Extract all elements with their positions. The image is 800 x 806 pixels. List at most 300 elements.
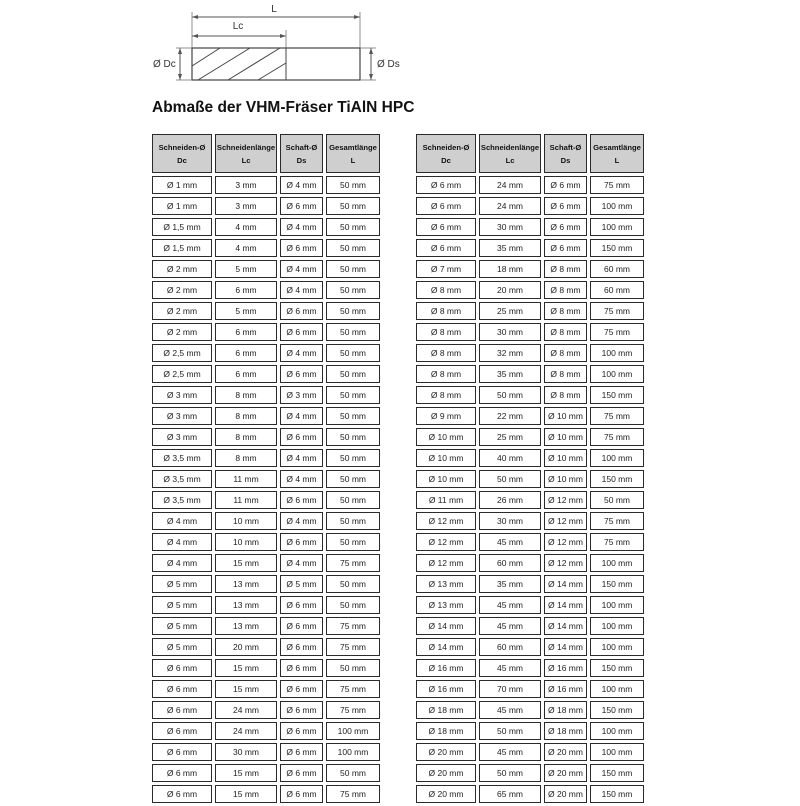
cell-dc: Ø 11 mm	[416, 491, 476, 509]
cell-l: 150 mm	[590, 239, 644, 257]
end-mill-drawing	[140, 0, 420, 92]
cell-l: 75 mm	[326, 680, 380, 698]
cell-lc: 6 mm	[215, 323, 277, 341]
label-Lc: Lc	[232, 21, 244, 32]
cell-ds: Ø 8 mm	[544, 365, 587, 383]
cell-lc: 24 mm	[215, 701, 277, 719]
cell-ds: Ø 6 mm	[280, 764, 323, 782]
cell-dc: Ø 6 mm	[152, 764, 212, 782]
cell-lc: 45 mm	[479, 617, 541, 635]
cell-l: 100 mm	[590, 617, 644, 635]
cell-lc: 30 mm	[479, 323, 541, 341]
cell-l: 75 mm	[590, 407, 644, 425]
table-row	[416, 554, 644, 572]
cell-lc: 8 mm	[215, 428, 277, 446]
cell-dc: Ø 7 mm	[416, 260, 476, 278]
cell-ds: Ø 12 mm	[544, 512, 587, 530]
table-body	[416, 176, 644, 803]
cell-dc: Ø 5 mm	[152, 596, 212, 614]
cell-ds: Ø 6 mm	[280, 596, 323, 614]
table-row	[152, 701, 380, 719]
cell-l: 100 mm	[326, 743, 380, 761]
cell-l: 75 mm	[590, 533, 644, 551]
cell-lc: 20 mm	[215, 638, 277, 656]
cell-ds: Ø 4 mm	[280, 470, 323, 488]
cell-ds: Ø 8 mm	[544, 344, 587, 362]
cell-l: 50 mm	[326, 659, 380, 677]
table-row	[152, 617, 380, 635]
cell-dc: Ø 8 mm	[416, 365, 476, 383]
cell-l: 50 mm	[326, 449, 380, 467]
cell-ds: Ø 6 mm	[280, 701, 323, 719]
cell-lc: 26 mm	[479, 491, 541, 509]
table-row	[416, 428, 644, 446]
arrowhead-dc-bottom	[178, 74, 182, 80]
column-header-symbol: L	[350, 155, 356, 165]
table-row	[152, 365, 380, 383]
table-row	[152, 344, 380, 362]
cell-l: 50 mm	[326, 491, 380, 509]
cell-l: 75 mm	[590, 428, 644, 446]
cell-ds: Ø 4 mm	[280, 344, 323, 362]
table-row	[152, 533, 380, 551]
cell-dc: Ø 6 mm	[152, 659, 212, 677]
column-header-label: Schaft-Ø	[549, 142, 582, 152]
cell-dc: Ø 3 mm	[152, 407, 212, 425]
cell-dc: Ø 16 mm	[416, 659, 476, 677]
cell-lc: 32 mm	[479, 344, 541, 362]
table-row	[416, 407, 644, 425]
cell-ds: Ø 18 mm	[544, 701, 587, 719]
cell-ds: Ø 6 mm	[544, 239, 587, 257]
cell-ds: Ø 10 mm	[544, 449, 587, 467]
label-Dc: Ø Dc	[153, 59, 176, 70]
cell-ds: Ø 14 mm	[544, 638, 587, 656]
cell-l: 100 mm	[590, 344, 644, 362]
column-header-label: Schaft-Ø	[285, 142, 318, 152]
cell-dc: Ø 10 mm	[416, 470, 476, 488]
cell-lc: 45 mm	[479, 701, 541, 719]
column-header-symbol: Lc	[241, 155, 251, 165]
table-row	[416, 197, 644, 215]
table-row	[416, 260, 644, 278]
cell-lc: 60 mm	[479, 638, 541, 656]
dimensions-table-right	[413, 131, 647, 806]
column-header-lc	[215, 134, 277, 173]
cell-lc: 4 mm	[215, 239, 277, 257]
table-row	[152, 722, 380, 740]
cell-l: 150 mm	[590, 575, 644, 593]
cell-dc: Ø 10 mm	[416, 449, 476, 467]
cell-dc: Ø 4 mm	[152, 512, 212, 530]
cell-ds: Ø 4 mm	[280, 554, 323, 572]
cell-ds: Ø 3 mm	[280, 386, 323, 404]
column-header-symbol: Ds	[560, 155, 571, 165]
table-row	[152, 260, 380, 278]
cell-ds: Ø 8 mm	[544, 386, 587, 404]
cell-l: 100 mm	[590, 743, 644, 761]
cell-dc: Ø 4 mm	[152, 533, 212, 551]
cell-l: 75 mm	[326, 785, 380, 803]
cell-dc: Ø 12 mm	[416, 512, 476, 530]
cell-l: 50 mm	[326, 176, 380, 194]
cell-dc: Ø 1,5 mm	[152, 239, 212, 257]
column-header-symbol: L	[614, 155, 620, 165]
cell-dc: Ø 6 mm	[416, 239, 476, 257]
cell-lc: 35 mm	[479, 239, 541, 257]
cell-lc: 20 mm	[479, 281, 541, 299]
cell-dc: Ø 6 mm	[152, 785, 212, 803]
cell-dc: Ø 9 mm	[416, 407, 476, 425]
cell-lc: 13 mm	[215, 575, 277, 593]
cell-lc: 25 mm	[479, 428, 541, 446]
cell-dc: Ø 20 mm	[416, 764, 476, 782]
cell-ds: Ø 6 mm	[280, 659, 323, 677]
cell-l: 75 mm	[590, 176, 644, 194]
cell-ds: Ø 6 mm	[280, 617, 323, 635]
cell-ds: Ø 6 mm	[280, 785, 323, 803]
cell-lc: 11 mm	[215, 470, 277, 488]
cell-ds: Ø 8 mm	[544, 302, 587, 320]
cell-dc: Ø 5 mm	[152, 575, 212, 593]
cell-lc: 60 mm	[479, 554, 541, 572]
column-header-symbol: Ds	[296, 155, 307, 165]
column-header-l	[590, 134, 644, 173]
cell-dc: Ø 6 mm	[152, 680, 212, 698]
cell-ds: Ø 6 mm	[280, 302, 323, 320]
cell-ds: Ø 14 mm	[544, 596, 587, 614]
cell-ds: Ø 4 mm	[280, 512, 323, 530]
cell-l: 50 mm	[326, 575, 380, 593]
dimensions-table-left	[149, 131, 383, 806]
table-row	[152, 575, 380, 593]
cell-dc: Ø 6 mm	[416, 176, 476, 194]
cell-lc: 24 mm	[479, 197, 541, 215]
cell-lc: 3 mm	[215, 197, 277, 215]
cell-dc: Ø 2 mm	[152, 323, 212, 341]
cell-ds: Ø 12 mm	[544, 491, 587, 509]
cell-l: 100 mm	[590, 365, 644, 383]
cell-lc: 15 mm	[215, 680, 277, 698]
cell-ds: Ø 5 mm	[280, 575, 323, 593]
cell-l: 50 mm	[326, 260, 380, 278]
table-row	[416, 386, 644, 404]
arrowhead-ds-bottom	[369, 74, 373, 80]
cell-dc: Ø 2 mm	[152, 281, 212, 299]
cell-l: 50 mm	[326, 218, 380, 236]
table-row	[416, 533, 644, 551]
cell-dc: Ø 2 mm	[152, 260, 212, 278]
table-row	[152, 449, 380, 467]
table-row	[152, 302, 380, 320]
cell-l: 50 mm	[326, 302, 380, 320]
cell-dc: Ø 6 mm	[152, 722, 212, 740]
table-row	[416, 722, 644, 740]
cell-lc: 35 mm	[479, 365, 541, 383]
cell-lc: 5 mm	[215, 260, 277, 278]
cell-ds: Ø 10 mm	[544, 470, 587, 488]
table-row	[416, 680, 644, 698]
table-row	[416, 176, 644, 194]
cell-l: 50 mm	[326, 407, 380, 425]
cell-ds: Ø 6 mm	[280, 743, 323, 761]
table-row	[152, 659, 380, 677]
cell-dc: Ø 14 mm	[416, 617, 476, 635]
cell-l: 50 mm	[326, 197, 380, 215]
cell-lc: 70 mm	[479, 680, 541, 698]
cell-ds: Ø 4 mm	[280, 260, 323, 278]
cell-dc: Ø 3 mm	[152, 386, 212, 404]
column-header-symbol: Dc	[441, 155, 451, 165]
cell-lc: 24 mm	[479, 176, 541, 194]
table-row	[416, 449, 644, 467]
cell-dc: Ø 2,5 mm	[152, 344, 212, 362]
cell-l: 150 mm	[590, 386, 644, 404]
table-row	[416, 596, 644, 614]
cell-dc: Ø 20 mm	[416, 743, 476, 761]
table-row	[416, 575, 644, 593]
table-row	[416, 239, 644, 257]
cell-l: 100 mm	[326, 722, 380, 740]
cell-l: 150 mm	[590, 659, 644, 677]
cell-lc: 8 mm	[215, 386, 277, 404]
cell-ds: Ø 6 mm	[280, 197, 323, 215]
cell-l: 50 mm	[326, 281, 380, 299]
cell-dc: Ø 5 mm	[152, 638, 212, 656]
cell-lc: 50 mm	[479, 722, 541, 740]
arrowhead-lc-left	[192, 34, 198, 38]
cell-l: 100 mm	[590, 554, 644, 572]
table-row	[416, 323, 644, 341]
cell-l: 100 mm	[590, 596, 644, 614]
cell-dc: Ø 13 mm	[416, 596, 476, 614]
cell-l: 75 mm	[326, 638, 380, 656]
cell-l: 150 mm	[590, 785, 644, 803]
cell-lc: 4 mm	[215, 218, 277, 236]
cell-dc: Ø 8 mm	[416, 323, 476, 341]
cell-l: 100 mm	[590, 722, 644, 740]
cell-lc: 22 mm	[479, 407, 541, 425]
cell-dc: Ø 6 mm	[416, 218, 476, 236]
cell-lc: 6 mm	[215, 365, 277, 383]
table-row	[416, 638, 644, 656]
table-row	[152, 386, 380, 404]
cell-dc: Ø 2 mm	[152, 302, 212, 320]
cell-dc: Ø 6 mm	[416, 197, 476, 215]
table-row	[152, 638, 380, 656]
cell-l: 75 mm	[590, 302, 644, 320]
cell-dc: Ø 2,5 mm	[152, 365, 212, 383]
cell-ds: Ø 6 mm	[280, 638, 323, 656]
column-header-label: Schneiden-Ø	[158, 142, 206, 152]
cell-lc: 6 mm	[215, 344, 277, 362]
cell-l: 75 mm	[326, 617, 380, 635]
cell-l: 50 mm	[326, 323, 380, 341]
cell-ds: Ø 6 mm	[544, 218, 587, 236]
table-row	[416, 785, 644, 803]
cell-l: 50 mm	[326, 533, 380, 551]
cell-dc: Ø 1 mm	[152, 197, 212, 215]
cell-dc: Ø 3,5 mm	[152, 449, 212, 467]
column-header-label: Schneidenlänge	[480, 142, 540, 152]
column-header-label: Gesamtlänge	[329, 142, 377, 152]
cell-l: 75 mm	[590, 512, 644, 530]
cell-dc: Ø 8 mm	[416, 386, 476, 404]
cell-lc: 11 mm	[215, 491, 277, 509]
column-header-label: Gesamtlänge	[593, 142, 641, 152]
cell-ds: Ø 10 mm	[544, 407, 587, 425]
arrowhead-lc-right	[280, 34, 286, 38]
cell-ds: Ø 4 mm	[280, 281, 323, 299]
cell-lc: 13 mm	[215, 617, 277, 635]
cell-ds: Ø 6 mm	[280, 365, 323, 383]
cell-l: 75 mm	[590, 323, 644, 341]
cell-dc: Ø 3,5 mm	[152, 491, 212, 509]
table-row	[152, 407, 380, 425]
arrowhead-left	[192, 15, 198, 19]
cell-lc: 15 mm	[215, 659, 277, 677]
cell-lc: 13 mm	[215, 596, 277, 614]
table-row	[152, 596, 380, 614]
cell-l: 50 mm	[326, 764, 380, 782]
cell-dc: Ø 13 mm	[416, 575, 476, 593]
cell-dc: Ø 12 mm	[416, 533, 476, 551]
cell-lc: 8 mm	[215, 407, 277, 425]
cell-l: 50 mm	[590, 491, 644, 509]
table-row	[152, 764, 380, 782]
cell-dc: Ø 14 mm	[416, 638, 476, 656]
column-header-ds	[544, 134, 587, 173]
cell-ds: Ø 6 mm	[280, 323, 323, 341]
cell-ds: Ø 4 mm	[280, 449, 323, 467]
cell-lc: 30 mm	[215, 743, 277, 761]
cell-dc: Ø 18 mm	[416, 701, 476, 719]
cell-l: 60 mm	[590, 281, 644, 299]
cell-l: 50 mm	[326, 365, 380, 383]
table-row	[152, 218, 380, 236]
cell-ds: Ø 6 mm	[280, 533, 323, 551]
cell-lc: 5 mm	[215, 302, 277, 320]
cell-dc: Ø 6 mm	[152, 701, 212, 719]
cell-lc: 3 mm	[215, 176, 277, 194]
cell-dc: Ø 6 mm	[152, 743, 212, 761]
cell-l: 50 mm	[326, 386, 380, 404]
table-row	[152, 554, 380, 572]
cell-l: 100 mm	[590, 218, 644, 236]
cell-ds: Ø 8 mm	[544, 260, 587, 278]
cell-l: 150 mm	[590, 470, 644, 488]
cell-lc: 24 mm	[215, 722, 277, 740]
cell-ds: Ø 14 mm	[544, 575, 587, 593]
table-row	[152, 470, 380, 488]
cell-l: 50 mm	[326, 344, 380, 362]
cell-ds: Ø 6 mm	[280, 722, 323, 740]
cell-lc: 50 mm	[479, 764, 541, 782]
cell-lc: 45 mm	[479, 596, 541, 614]
cell-l: 50 mm	[326, 470, 380, 488]
table-row	[416, 701, 644, 719]
table-row	[152, 785, 380, 803]
cell-l: 100 mm	[590, 449, 644, 467]
cell-ds: Ø 4 mm	[280, 218, 323, 236]
table-row	[416, 365, 644, 383]
table-row	[152, 491, 380, 509]
cell-lc: 45 mm	[479, 533, 541, 551]
cell-lc: 40 mm	[479, 449, 541, 467]
cell-dc: Ø 8 mm	[416, 302, 476, 320]
cell-lc: 15 mm	[215, 785, 277, 803]
cell-l: 60 mm	[590, 260, 644, 278]
cell-ds: Ø 4 mm	[280, 407, 323, 425]
column-header-l	[326, 134, 380, 173]
cell-lc: 10 mm	[215, 512, 277, 530]
table-row	[416, 281, 644, 299]
table-row	[152, 512, 380, 530]
table-row	[152, 428, 380, 446]
cell-ds: Ø 20 mm	[544, 743, 587, 761]
cell-dc: Ø 3 mm	[152, 428, 212, 446]
cell-dc: Ø 1,5 mm	[152, 218, 212, 236]
cell-ds: Ø 6 mm	[544, 176, 587, 194]
table-row	[416, 617, 644, 635]
cell-l: 100 mm	[590, 680, 644, 698]
cell-l: 100 mm	[590, 197, 644, 215]
table-row	[152, 239, 380, 257]
cell-ds: Ø 16 mm	[544, 659, 587, 677]
table-row	[152, 281, 380, 299]
cell-l: 75 mm	[326, 554, 380, 572]
column-header-label: Schneiden-Ø	[422, 142, 470, 152]
cell-l: 50 mm	[326, 512, 380, 530]
cell-lc: 30 mm	[479, 218, 541, 236]
cell-dc: Ø 5 mm	[152, 617, 212, 635]
table-row	[152, 197, 380, 215]
cell-dc: Ø 12 mm	[416, 554, 476, 572]
cell-ds: Ø 16 mm	[544, 680, 587, 698]
cell-lc: 10 mm	[215, 533, 277, 551]
cell-lc: 45 mm	[479, 743, 541, 761]
column-header-label: Schneidenlänge	[216, 142, 276, 152]
cell-l: 50 mm	[326, 428, 380, 446]
cell-dc: Ø 16 mm	[416, 680, 476, 698]
cell-lc: 35 mm	[479, 575, 541, 593]
cell-ds: Ø 6 mm	[544, 197, 587, 215]
cell-dc: Ø 20 mm	[416, 785, 476, 803]
table-row	[416, 659, 644, 677]
cell-l: 150 mm	[590, 701, 644, 719]
table-row	[416, 491, 644, 509]
cell-dc: Ø 10 mm	[416, 428, 476, 446]
cell-dc: Ø 3,5 mm	[152, 470, 212, 488]
table-row	[152, 680, 380, 698]
page-title: Abmaße der VHM-Fräser TiAlN HPC	[152, 99, 415, 116]
cell-dc: Ø 8 mm	[416, 344, 476, 362]
table-row	[152, 323, 380, 341]
table-header	[152, 134, 380, 173]
cell-ds: Ø 12 mm	[544, 533, 587, 551]
cell-lc: 15 mm	[215, 554, 277, 572]
cell-ds: Ø 20 mm	[544, 764, 587, 782]
arrowhead-ds-top	[369, 48, 373, 54]
cell-ds: Ø 6 mm	[280, 491, 323, 509]
cell-l: 75 mm	[326, 701, 380, 719]
column-header-lc	[479, 134, 541, 173]
cell-ds: Ø 4 mm	[280, 176, 323, 194]
cell-dc: Ø 18 mm	[416, 722, 476, 740]
column-header-symbol: Dc	[177, 155, 187, 165]
table-row	[152, 743, 380, 761]
table-row	[152, 176, 380, 194]
